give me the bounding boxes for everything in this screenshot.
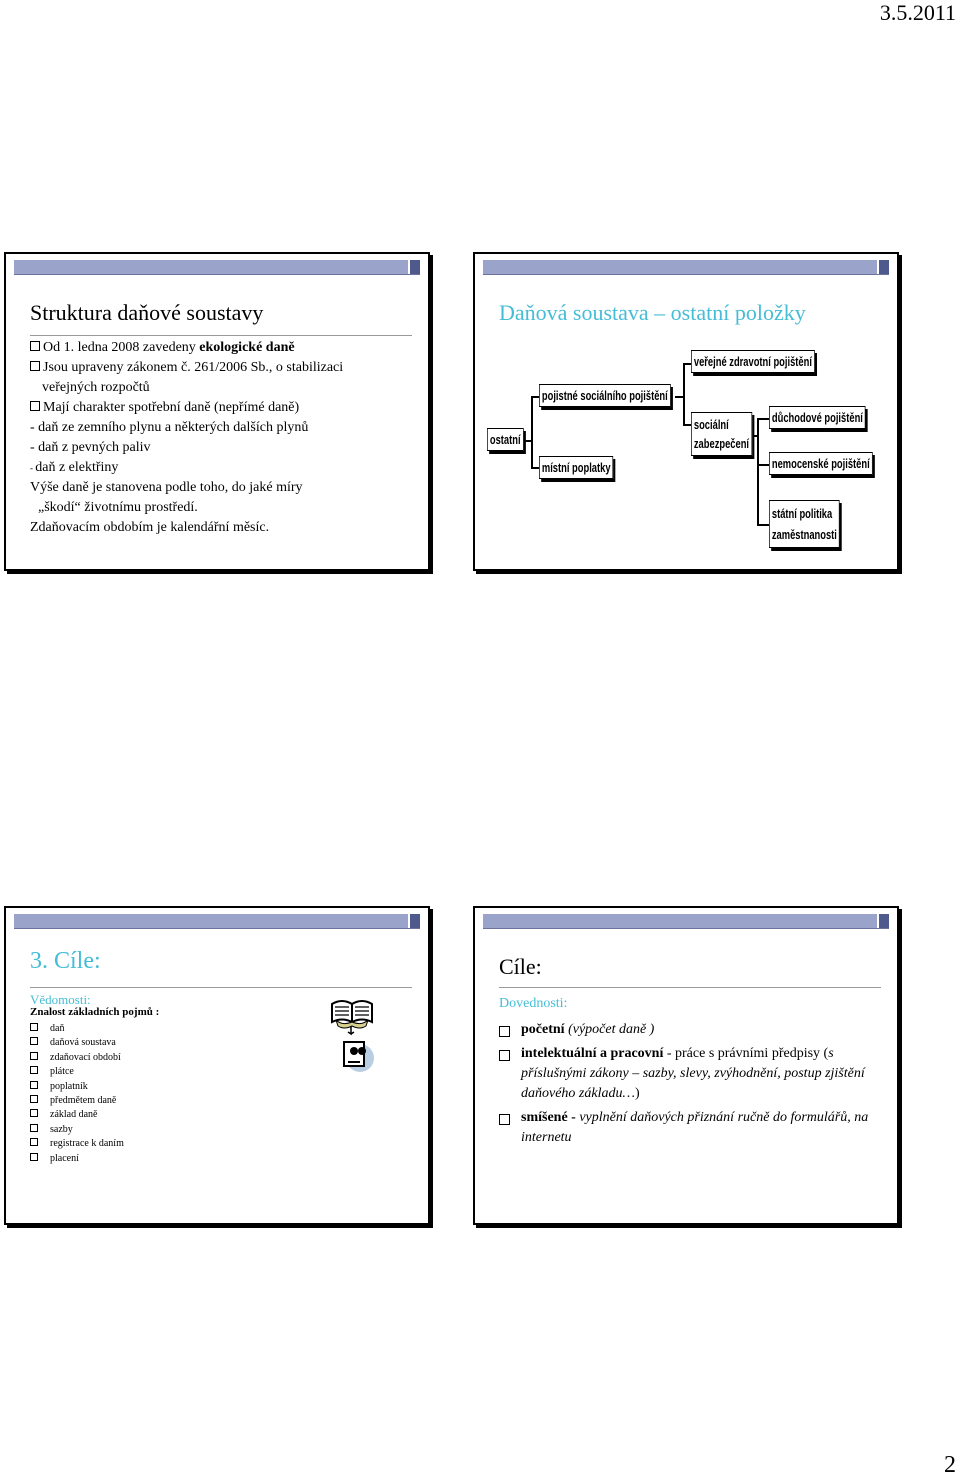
node-nemocenske: nemocenské pojištění (769, 452, 873, 475)
slide-title: Struktura daňové soustavy (30, 300, 264, 325)
slide-top-bar (483, 914, 889, 929)
list-item: intelektuální a pracovní - práce s právními předpisy (s příslušnými zákony – sazby, slevy, zvýhodnění, postup zjištění daňového základu…) (499, 1044, 879, 1104)
book-and-person-clipart-icon (330, 996, 376, 1074)
slide-subtitle: Vědomosti: (30, 992, 91, 1007)
term-list (30, 1022, 124, 1166)
list-item: smíšené - vyplnění daňových přiznání ručně do formulářů, na internetu (499, 1108, 879, 1148)
list-item: plátce (30, 1065, 124, 1079)
list-item: sazby (30, 1123, 124, 1137)
checkbox-bullet-icon (30, 361, 40, 371)
slide-top-bar (483, 260, 889, 275)
slide-top-bar (14, 260, 420, 275)
slide-top-bar (14, 914, 420, 929)
list-item: daň (30, 1022, 124, 1036)
slide-struktura (4, 252, 430, 571)
node-pojistne: pojistné sociálního pojištění (539, 384, 671, 407)
list-item: předmětem daně (30, 1094, 124, 1108)
slide-body: Od 1. ledna 2008 zavedeny ekologické daně Jsou upraveny zákonem č. 261/2006 Sb., o stabilizaci veřejných rozpočtů Mají charakter spotřební daně (nepřímé daně) - daň ze zemního plynu a některých dalších plynů - daň z pevných paliv - daň z elektřiny Výše daně je stanovena podle toho, do jaké míry „škodí“ životnímu prostředí. Zdaňovacím obdobím je kalendářní měsíc. (30, 340, 344, 535)
title-rule (499, 987, 881, 988)
skills-list (499, 1020, 879, 1152)
list-item: placení (30, 1152, 124, 1166)
list-item: poplatník (30, 1080, 124, 1094)
slide-cile-vedomosti (4, 906, 430, 1225)
node-zdravotni: veřejné zdravotní pojištění (691, 350, 815, 373)
title-rule (30, 987, 412, 988)
list-item: daňová soustava (30, 1036, 124, 1050)
list-item: početní (výpočet daně ) (499, 1020, 879, 1040)
checkbox-bullet-icon (30, 341, 40, 351)
node-duchodove: důchodové pojištění (769, 406, 866, 429)
list-item: základ daně (30, 1108, 124, 1122)
node-statni-politika: státní politika zaměstnanosti (769, 500, 840, 548)
node-ostatni: ostatní (487, 428, 523, 451)
slide-title: Cíle: (499, 954, 542, 979)
lead-text: Znalost základních pojmů : (30, 1006, 160, 1018)
list-item: registrace k daním (30, 1137, 124, 1151)
node-socialni-zabezpeceni: sociální zabezpečení (691, 412, 752, 456)
tree-diagram (481, 330, 885, 556)
title-rule (30, 335, 412, 336)
page-number: 2 (944, 1452, 956, 1478)
slide-cile-dovednosti (473, 906, 899, 1225)
slide-title: 3. Cíle: (30, 948, 101, 974)
node-mistni-poplatky: místní poplatky (539, 456, 613, 479)
print-date: 3.5.2011 (879, 0, 956, 25)
checkbox-bullet-icon (30, 401, 40, 411)
slide-ostatni-polozky (473, 252, 899, 571)
slide-subtitle: Dovednosti: (499, 996, 568, 1011)
list-item: zdaňovací období (30, 1051, 124, 1065)
slide-title: Daňová soustava – ostatní položky (499, 300, 806, 325)
